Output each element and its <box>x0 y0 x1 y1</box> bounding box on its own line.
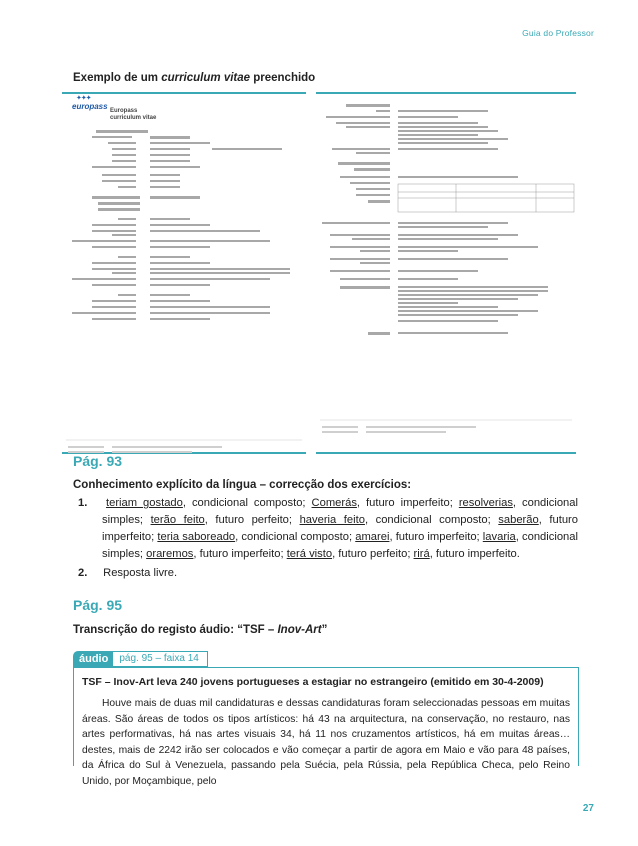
transcript-box <box>73 667 579 787</box>
verb-form: amarei <box>355 531 390 543</box>
section1-subtitle: Conhecimento explícito da língua – correcção dos exercícios: <box>73 479 412 491</box>
verb-form: haveria feito <box>299 514 365 526</box>
audio-track-label: pág. 95 – faixa 14 <box>113 651 208 667</box>
page-label-93: Pág. 93 <box>73 453 123 469</box>
verb-description: , futuro perfeito; <box>204 514 300 526</box>
cv-thumbnail-right <box>316 92 576 454</box>
verb-form: resolverias <box>458 497 513 509</box>
verb-form: teriam gostado <box>105 497 183 509</box>
page-label-95: Pág. 95 <box>73 597 123 613</box>
verb-description: , condicional composto; <box>235 531 356 543</box>
audio-label: áudio <box>73 651 113 667</box>
verb-form: lavaria <box>482 531 516 543</box>
verb-description: , futuro imperfeito; <box>356 497 459 509</box>
section2-subtitle: Transcrição do registo áudio: “TSF – Inov-Art” <box>73 624 328 636</box>
verb-description: , futuro imperfeito; <box>102 514 578 543</box>
verb-form: teria saboreado <box>157 531 236 543</box>
cv-left-lines <box>62 128 306 468</box>
transcript-title: TSF – Inov-Art leva 240 jovens portugueses a estagiar no estrangeiro (emitido em 30-4-2009) <box>82 676 544 688</box>
europass-logo: europass <box>72 102 108 111</box>
verb-form: terá visto <box>286 548 333 560</box>
running-header: Guia do Professor <box>522 28 594 38</box>
cv-right-lines <box>316 94 576 448</box>
example-title: Exemplo de um curriculum vitae preenchido <box>73 72 316 84</box>
list-item-1: 1. teriam gostado, condicional composto; Comerás, futuro imperfeito; resolverias, condicional simples; terão feito, futuro perfeito; haveria feito, condicional composto; saberão, futuro imperfeito; teria saboreado, condicional composto; amarei, futuro imperfeito; lavaria, condicional simples; oraremos, futuro imperfeito; terá visto, futuro perfeito; rirá, futuro imperfeito. <box>78 497 578 560</box>
eu-stars-icon: ✦✦✦ <box>76 95 91 102</box>
item-1-text <box>102 497 578 560</box>
verb-form: oraremos <box>146 548 194 560</box>
audio-tag <box>73 651 208 667</box>
verb-description: , condicional composto; <box>182 497 312 509</box>
list-item-2: 2. Resposta livre. <box>78 567 178 579</box>
cv-thumbnail-left <box>62 92 306 454</box>
cv-heading: Europass curriculum vitae <box>110 108 157 121</box>
page-number: 27 <box>582 803 594 814</box>
verb-form: saberão <box>498 514 539 526</box>
verb-description: , condicional composto; <box>364 514 499 526</box>
verb-description: , futuro imperfeito; <box>193 548 287 560</box>
verb-form: Comerás <box>311 497 357 509</box>
verb-description: , futuro imperfeito. <box>429 548 520 560</box>
verb-description: , futuro perfeito; <box>332 548 414 560</box>
verb-form: rirá <box>413 548 430 560</box>
verb-description: , futuro imperfeito; <box>389 531 483 543</box>
verb-description: , condicional simples; <box>102 497 578 526</box>
exercise-list <box>78 495 578 582</box>
verb-description: , condicional simples; <box>102 531 578 560</box>
verb-form: terão feito <box>150 514 205 526</box>
transcript-body: Houve mais de duas mil candidaturas e dessas candidaturas foram seleccionadas pessoas em muitas áreas. São áreas de todos os tipos artísticos: há 43 na arquitectura, na conservação, no restauro, nas artes performativas, há nas artes visuais 34, há 11 nos cruzamentos artísticos, há em muitas áreas… destes, mais de 2242 irão ser colocados e vão começar a partir de agora em Maio e vão para 48 países, da África do Sul à Venezuela, passando pela Suécia, pela Rússia, pela República Checa, pelo Reino Unido, por Moçambique, pelo <box>82 698 570 787</box>
